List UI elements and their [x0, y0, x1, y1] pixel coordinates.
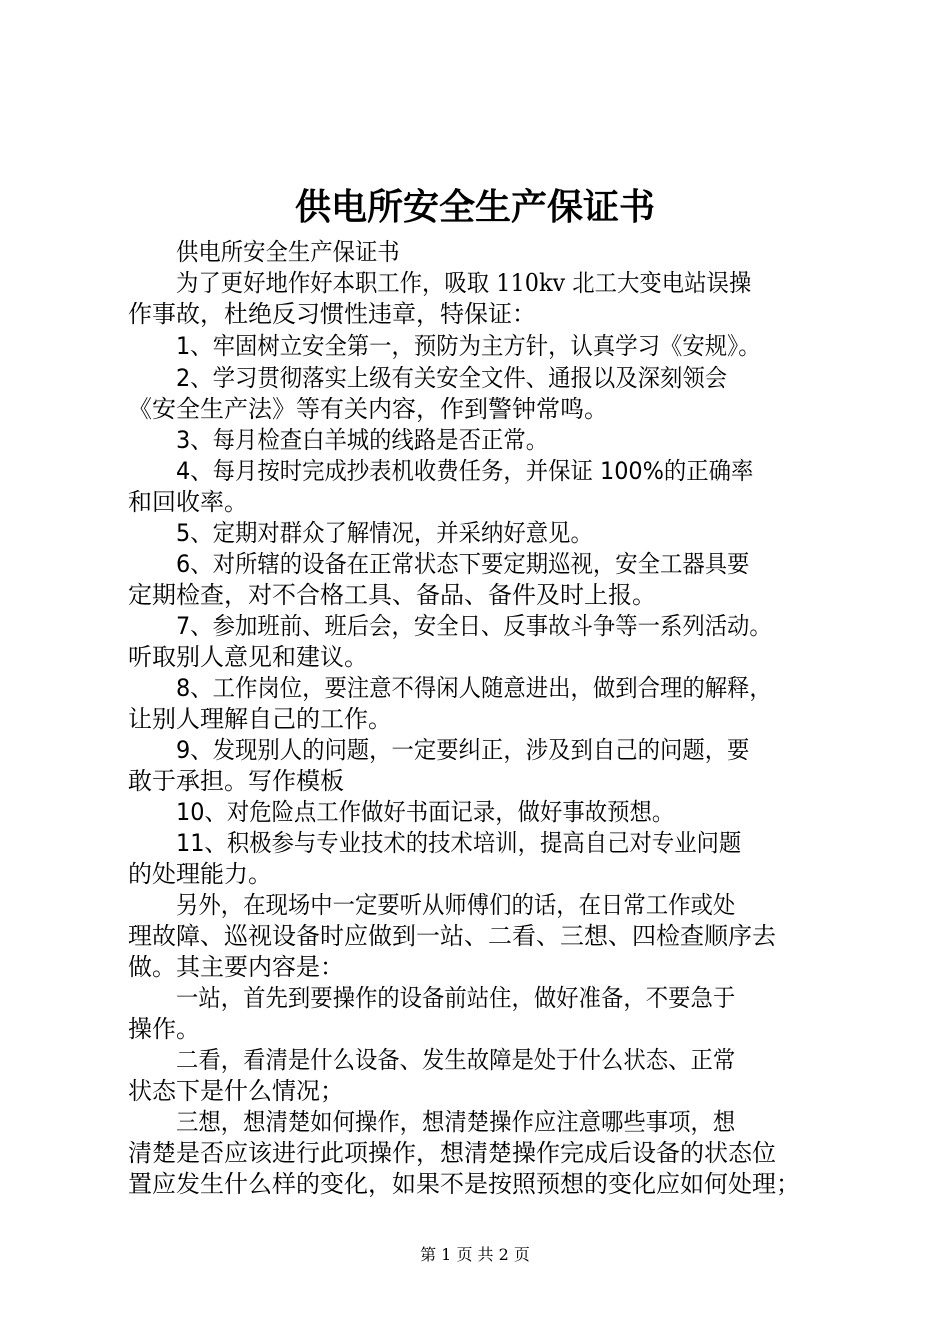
document-title: 供电所安全生产保证书 [294, 187, 655, 228]
page-footer: 第 1 页 共 2 页 [420, 1245, 530, 1264]
list-item-1: 1、牢固树立安全第一，预防为主方针，认真学习《安规》。 [176, 332, 761, 360]
paragraph-line: 一站，首先到要操作的设备前站住，做好准备，不要急于 [176, 984, 736, 1012]
paragraph-line: 操作。 [128, 1015, 200, 1043]
paragraph-line: 另外，在现场中一定要听从师傅们的话，在日常工作或处 [176, 891, 736, 919]
list-item-4-cont: 和回收率。 [128, 488, 248, 516]
list-item-9-cont-row [128, 765, 838, 798]
list-item-6-cont: 定期检查，对不合格工具、备品、备件及时上报。 [128, 581, 656, 609]
paragraph-line: 为了更好地作好本职工作，吸取 110kv 北工大变电站误操 [176, 269, 752, 297]
paragraph-line: 做。其主要内容是： [128, 953, 344, 981]
list-item-10: 10、对危险点工作做好书面记录，做好事故预想。 [176, 798, 675, 826]
list-item-2-cont: 《安全生产法》等有关内容，作到警钟常鸣。 [128, 395, 608, 423]
list-item-6: 6、对所辖的设备在正常状态下要定期巡视，安全工器具要 [176, 550, 750, 578]
paragraph-line: 清楚是否应该进行此项操作，想清楚操作完成后设备的状态位 [128, 1139, 776, 1167]
list-item-7: 7、参加班前、班后会，安全日、反事故斗争等一系列活动。 [176, 612, 772, 640]
paragraph-line: 二看，看清是什么设备、发生故障是处于什么状态、正常 [176, 1046, 736, 1074]
list-item-5: 5、定期对群众了解情况，并采纳好意见。 [176, 519, 593, 547]
list-item-7-cont: 听取别人意见和建议。 [128, 643, 368, 671]
list-item-2: 2、学习贯彻落实上级有关安全文件、通报以及深刻领会 [176, 364, 728, 392]
subtitle-line: 供电所安全生产保证书 [176, 238, 400, 266]
paragraph-line: 置应发生什么样的变化，如果不是按照预想的变化应如何处理； [128, 1170, 800, 1198]
paragraph-line: 三想，想清楚如何操作，想清楚操作应注意哪些事项，想 [176, 1108, 736, 1136]
list-item-11: 11、积极参与专业技术的技术培训，提高自己对专业问题 [176, 829, 742, 857]
list-item-4: 4、每月按时完成抄表机收费任务，并保证 100%的正确率 [176, 457, 754, 485]
list-item-3: 3、每月检查白羊城的线路是否正常。 [176, 426, 549, 454]
list-item-11-cont: 的处理能力。 [128, 860, 272, 888]
paragraph-line: 作事故，杜绝反习惯性违章，特保证： [128, 300, 536, 328]
watermark-text: 写作模板 [248, 767, 344, 795]
list-item-9: 9、发现别人的问题，一定要纠正，涉及到自己的问题，要 [176, 736, 750, 764]
list-item-8-cont: 让别人理解自己的工作。 [128, 705, 392, 733]
list-item-9-cont: 敢于承担。 [128, 767, 248, 795]
list-item-8: 8、工作岗位，要注意不得闲人随意进出，做到合理的解释， [176, 674, 772, 702]
paragraph-line: 状态下是什么情况； [128, 1077, 344, 1105]
paragraph-line: 理故障、巡视设备时应做到一站、二看、三想、四检查顺序去 [128, 922, 776, 950]
